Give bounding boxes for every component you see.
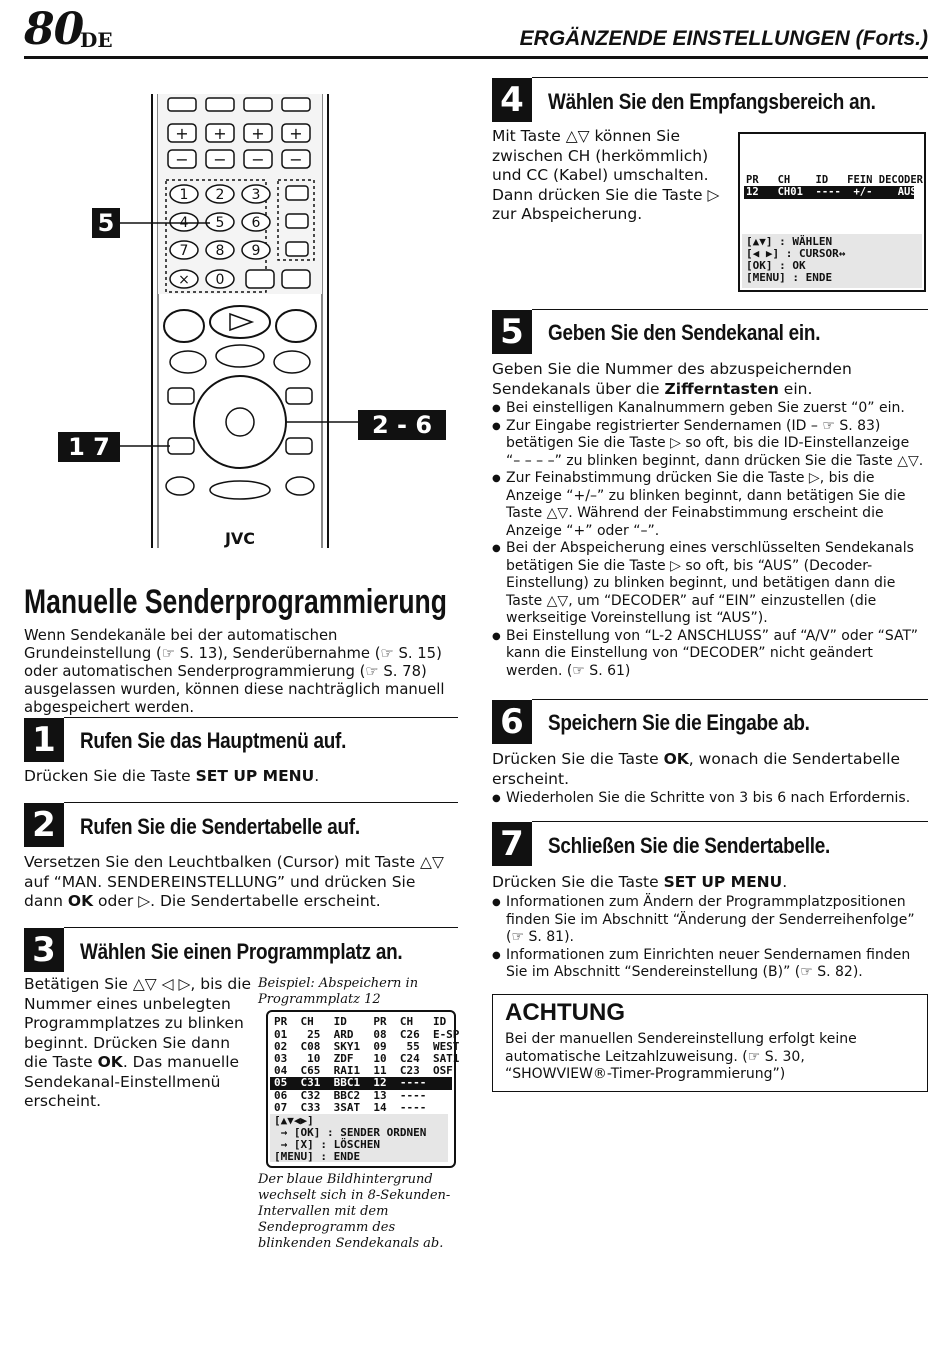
list-item: ● Bei der Abspeicherung eines verschlüsselten Sendekanals betätigen Sie die Taste ▷ so oft, bis “AUS” (Decoder-Einstellung) zu blinken beginnt, und betätigen dann die Taste △▽, um “DECODER” auf “EIN” einzustellen (die werkseitige Voreinstellung ist “AUS”). <box>492 540 924 628</box>
step-title-5: Geben Sie den Sendekanal ein. <box>548 320 821 345</box>
table-row: 03 10 ZDF 10 C24 SAT1 <box>274 1052 460 1065</box>
svg-text:+: + <box>175 124 189 143</box>
svg-text:1: 1 <box>179 187 189 203</box>
step-number-5: 5 <box>492 310 532 354</box>
step-rule <box>532 699 928 700</box>
list-item: ● Bei einstelligen Kanalnummern geben Sie zuerst “0” ein. <box>492 400 924 418</box>
table-row: 06 C32 BBC2 13 ---- <box>274 1089 427 1102</box>
svg-text:+: + <box>213 124 227 143</box>
step-title-1: Rufen Sie das Hauptmenü auf. <box>80 728 347 753</box>
footer-line: → [OK] : SENDER ORDNEN <box>274 1126 427 1139</box>
svg-text:−: − <box>251 150 265 169</box>
section-title: Manuelle Senderprogrammierung <box>24 583 447 621</box>
table-header: PR CH ID PR CH ID <box>274 1015 447 1028</box>
callout-steps-1-7: 1 7 <box>58 432 120 462</box>
step-rule <box>532 309 928 310</box>
callout-steps-2-6: 2 - 6 <box>358 410 446 440</box>
svg-text:9: 9 <box>251 243 261 259</box>
footer-line: [◀ ▶] : CURSOR↔ <box>746 247 846 260</box>
table-row-highlighted: 05 C31 BBC1 12 ---- <box>270 1077 452 1090</box>
screen-footnote: Der blaue Bildhintergrund wechselt sich in 8-Sekunden-Intervallen mit dem Sendeprogramm des blinkenden Sendekanals ab. <box>258 1172 451 1251</box>
svg-text:5: 5 <box>215 215 225 231</box>
language-code: DE <box>80 28 113 52</box>
step-title-6: Speichern Sie die Eingabe ab. <box>548 710 810 735</box>
footer-line: → [X] : LÖSCHEN <box>274 1138 380 1151</box>
footer-line: [OK] : OK <box>746 259 806 272</box>
svg-text:2: 2 <box>215 187 225 203</box>
page-number: 80 <box>24 4 84 55</box>
svg-text:0: 0 <box>215 272 225 288</box>
channel-table-screen <box>266 1010 460 1168</box>
brand-logo: JVC <box>224 529 256 548</box>
page-header-title: ERGÄNZENDE EINSTELLUNGEN (Forts.) <box>519 27 928 50</box>
step-rule <box>532 77 928 78</box>
step-number-7: 7 <box>492 822 532 866</box>
caution-text: Bei der manuellen Sendereinstellung erfolgt keine automatische Leitzahlzuweisung. (☞ S. 30, “SHOWVIEW®-Timer-Programmierung”) <box>505 1031 857 1082</box>
step-number-1: 1 <box>24 718 64 762</box>
remote-control-illustration <box>24 88 464 558</box>
svg-text:+: + <box>289 124 303 143</box>
step-title-4: Wählen Sie den Empfangsbereich an. <box>548 89 876 114</box>
step-rule <box>64 802 458 803</box>
step-text-3: Betätigen Sie △▽ ◁ ▷, bis die Nummer eines unbelegten Programmplatzes zu blinken beginnt. Drücken Sie dann die Taste OK. Das manuelle Sendekanal-Einstellmenü erscheint. <box>24 975 252 1110</box>
table-row: 04 C65 RAI1 11 C23 OSF <box>274 1064 460 1077</box>
step-number-4: 4 <box>492 78 532 122</box>
svg-text:−: − <box>289 150 303 169</box>
table-row: 01 25 ARD 08 C26 E-SP <box>274 1028 460 1041</box>
step-title-7: Schließen Sie die Sendertabelle. <box>548 833 830 858</box>
svg-text:3: 3 <box>251 187 261 203</box>
svg-text:6: 6 <box>251 215 261 231</box>
manual-header: PR CH ID FEIN DECODER <box>746 174 924 186</box>
svg-text:+: + <box>251 124 265 143</box>
callout-step-5: 5 <box>92 208 120 238</box>
step-text-4: Mit Taste △▽ können Sie zwischen CH (herkömmlich) und CC (Kabel) umschalten. Dann drücken Sie die Taste ▷ zur Abspeicherung. <box>492 127 720 223</box>
step-rule <box>64 717 458 718</box>
header-rule <box>24 56 928 59</box>
table-row: 02 C08 SKY1 09 55 WEST <box>274 1040 460 1053</box>
manual-row-highlighted: 12 CH01 ---- +/- AUS <box>746 186 924 198</box>
table-row: 07 C33 3SAT 14 ---- <box>274 1101 427 1114</box>
step-title-3: Wählen Sie einen Programmplatz an. <box>80 939 403 964</box>
step-text-6: Drücken Sie die Taste OK, wonach die Sendertabelle erscheint. <box>492 750 901 788</box>
caution-title: ACHTUNG <box>505 999 625 1026</box>
step-text-2: Versetzen Sie den Leuchtbalken (Cursor) mit Taste △▽ auf “MAN. SENDEREINSTELLUNG” und drücken Sie dann OK oder ▷. Die Sendertabelle erscheint. <box>24 853 444 910</box>
step-text-7: Drücken Sie die Taste SET UP MENU. <box>492 873 788 891</box>
list-item: ● Wiederholen Sie die Schritte von 3 bis 6 nach Erfordernis. <box>492 790 926 808</box>
footer-line: [▲▼] : WÄHLEN <box>746 235 833 248</box>
svg-text:−: − <box>213 150 227 169</box>
svg-text:7: 7 <box>179 243 189 259</box>
svg-text:8: 8 <box>215 243 225 259</box>
footer-line: [MENU] : ENDE <box>746 271 833 284</box>
svg-text:−: − <box>175 150 189 169</box>
step-text-5: Geben Sie die Nummer des abzuspeichernden Sendekanals über die Zifferntasten ein. <box>492 360 852 398</box>
example-caption: Beispiel: Abspeichern in Programmplatz 12 <box>258 976 419 1007</box>
footer-line: [MENU] : ENDE <box>274 1150 361 1163</box>
step-title-2: Rufen Sie die Sendertabelle auf. <box>80 814 360 839</box>
caution-box <box>492 994 928 1092</box>
step-number-2: 2 <box>24 803 64 847</box>
svg-text:4: 4 <box>179 215 189 231</box>
svg-text:×: × <box>178 272 190 288</box>
step-rule <box>64 927 458 928</box>
step-5-bullets <box>492 400 924 680</box>
list-item: ● Informationen zum Einrichten neuer Sendernamen finden Sie im Abschnitt “Sendereinstellung (B)” (☞ S. 82). <box>492 947 924 982</box>
step-text-1: Drücken Sie die Taste SET UP MENU. <box>24 767 320 785</box>
list-item: ● Zur Eingabe registrierter Sendernamen (ID – ☞ S. 83) betätigen Sie die Taste ▷ so oft, bis die ID-Einstellanzeige “– – – –” zu blinken beginnt, dann drücken Sie die Taste △▽. <box>492 418 924 471</box>
footer-line: [▲▼◀▶] <box>274 1114 314 1127</box>
manual-tuning-screen <box>738 132 926 292</box>
section-intro: Wenn Sendekanäle bei der automatischen Grundeinstellung (☞ S. 13), Senderübernahme (☞ S. 15) oder automatischen Senderprogrammierung (☞ S. 78) ausgelassen wurden, können diese nachträglich manuell abgespeichert werden. <box>24 627 445 716</box>
list-item: ● Zur Feinabstimmung drücken Sie die Taste ▷, bis die Anzeige “+/–” zu blinken beginnt, dann betätigen Sie die Taste △▽. Während der Feinabstimmung erscheint die Anzeige “+” oder “–”. <box>492 470 924 540</box>
list-item: ● Informationen zum Ändern der Programmplatzpositionen finden Sie im Abschnitt “Änderung der Senderreihenfolge” (☞ S. 81). <box>492 894 924 947</box>
list-item: ● Bei Einstellung von “L-2 ANSCHLUSS” auf “A/V” oder “SAT” kann die Einstellung von “DECODER” nicht geändert werden. (☞ S. 61) <box>492 628 924 681</box>
step-number-3: 3 <box>24 928 64 972</box>
step-7-bullets <box>492 894 924 982</box>
step-rule <box>532 821 928 822</box>
step-number-6: 6 <box>492 700 532 744</box>
